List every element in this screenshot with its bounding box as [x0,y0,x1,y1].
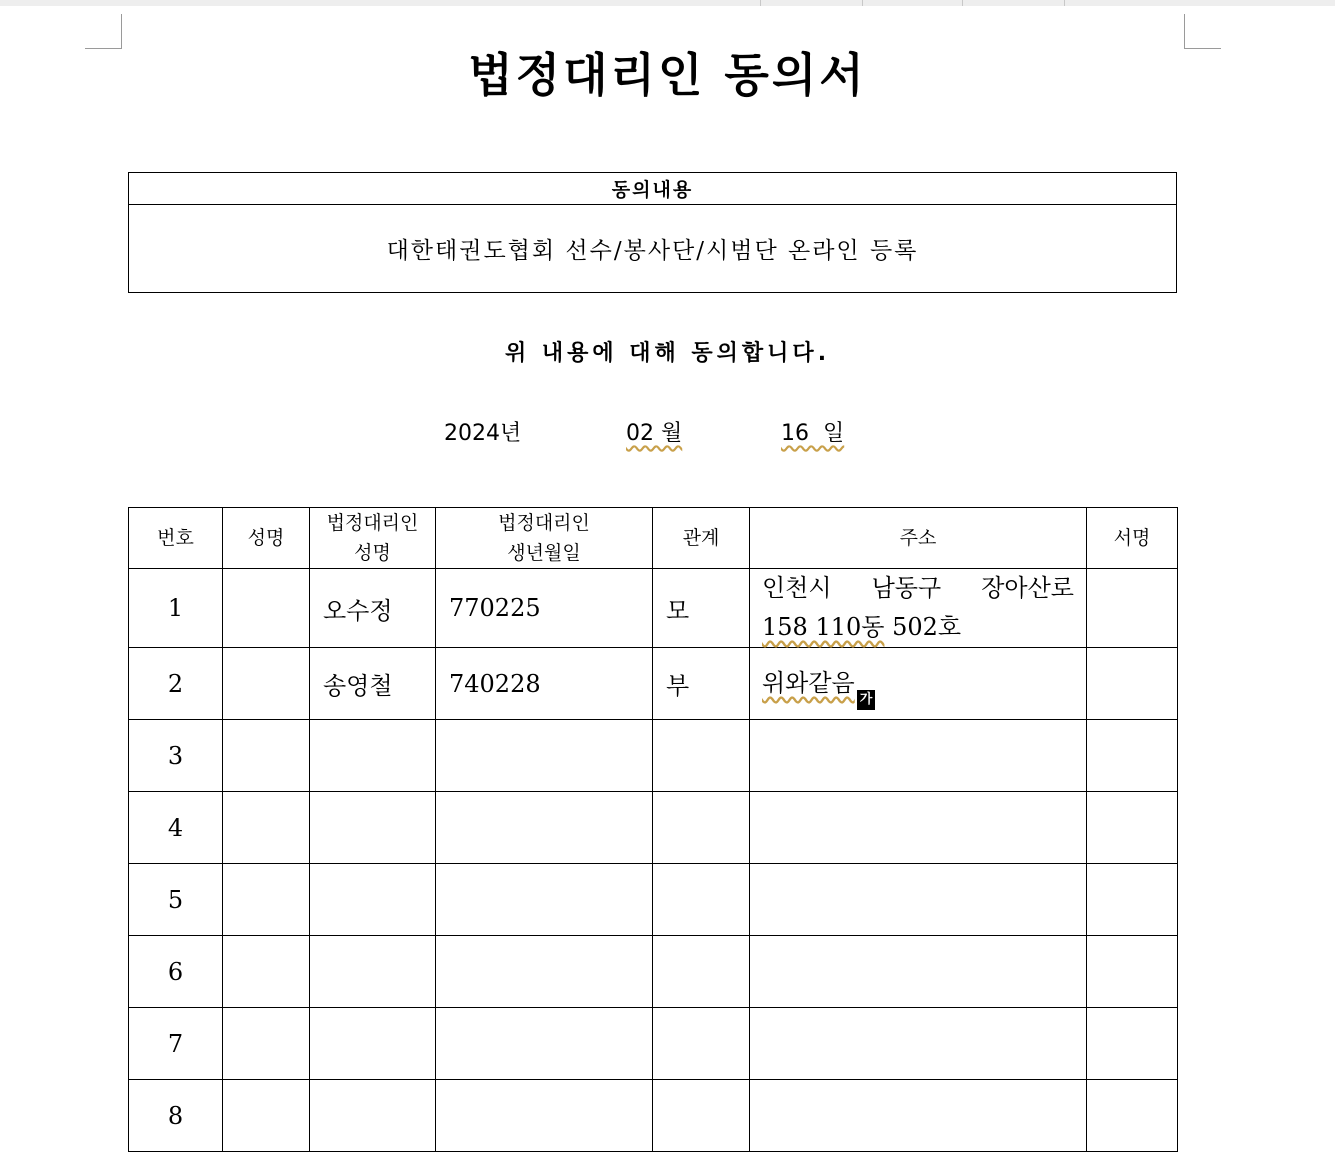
cell-address[interactable] [750,1008,1087,1080]
header-guardian-birth-line1: 법정대리인 [498,512,590,534]
address-text: 위와같음 [762,669,855,697]
cell-address[interactable] [750,1080,1087,1152]
date-year[interactable]: 2024년 [444,421,522,446]
cell-guardian-birth[interactable] [436,1008,653,1080]
table-row [129,864,1178,936]
cell-relation[interactable]: 부 [653,648,750,720]
table-row [129,1080,1178,1152]
cell-relation[interactable] [653,792,750,864]
header-guardian-birth[interactable] [436,508,653,569]
consent-header[interactable]: 동의내용 [129,173,1177,205]
table-row [129,936,1178,1008]
consent-body[interactable]: 대한태권도협회 선수/봉사단/시범단 온라인 등록 [129,205,1177,293]
cell-address[interactable] [750,864,1087,936]
cell-signature[interactable] [1087,569,1178,648]
cell-no[interactable]: 7 [129,1008,223,1080]
consent-box [128,172,1177,293]
cell-signature[interactable] [1087,1008,1178,1080]
cell-guardian-birth[interactable] [436,864,653,936]
address-line-2 [762,608,1074,647]
header-relation[interactable]: 관계 [653,508,750,569]
table-row [129,1008,1178,1080]
table-row [129,648,1178,720]
ruler-bar [0,0,1335,6]
address-district: 남동구 [871,574,942,602]
cell-name[interactable] [223,720,310,792]
cell-relation[interactable] [653,936,750,1008]
cell-name[interactable] [223,864,310,936]
cell-address[interactable] [750,792,1087,864]
table-row [129,720,1178,792]
cell-signature[interactable] [1087,936,1178,1008]
header-name[interactable]: 성명 [223,508,310,569]
table-header-row [129,508,1178,569]
address-line-1 [762,569,1074,608]
cell-relation[interactable] [653,1080,750,1152]
cell-signature[interactable] [1087,720,1178,792]
cell-guardian-name[interactable]: 오수정 [310,569,436,648]
agree-statement[interactable]: 위 내용에 대해 동의합니다. [504,341,831,366]
cell-guardian-birth[interactable] [436,1080,653,1152]
address-road: 장아산로 [981,574,1074,602]
cell-guardian-name[interactable]: 송영철 [310,648,436,720]
cell-guardian-birth[interactable]: 740228 [436,648,653,720]
header-guardian-name[interactable] [310,508,436,569]
ruler-tick [1064,0,1065,6]
cell-guardian-name[interactable] [310,864,436,936]
cell-signature[interactable] [1087,792,1178,864]
cell-no[interactable]: 8 [129,1080,223,1152]
date-month[interactable]: 02 월 [626,421,683,446]
cell-signature[interactable] [1087,864,1178,936]
ime-indicator-badge: 가 [857,690,876,710]
cell-relation[interactable] [653,864,750,936]
table-row [129,569,1178,648]
guardian-table [128,507,1178,1152]
header-guardian-name-line2: 성명 [354,542,391,564]
cell-no[interactable]: 5 [129,864,223,936]
cell-no[interactable]: 2 [129,648,223,720]
cell-no[interactable]: 6 [129,936,223,1008]
date-day[interactable]: 16 일 [781,421,845,446]
cell-address[interactable] [750,720,1087,792]
ruler-tick [760,0,761,6]
header-signature[interactable]: 서명 [1087,508,1178,569]
header-no[interactable]: 번호 [129,508,223,569]
address-city: 인천시 [762,574,832,602]
document-title[interactable]: 법정대리인 동의서 [468,48,867,102]
ruler-tick [862,0,863,6]
cell-address[interactable] [750,936,1087,1008]
cell-guardian-name[interactable] [310,936,436,1008]
address-building: 158 110동 [762,613,885,641]
cell-relation[interactable]: 모 [653,569,750,648]
cell-signature[interactable] [1087,648,1178,720]
cell-name[interactable] [223,1008,310,1080]
cell-name[interactable] [223,936,310,1008]
header-guardian-name-line1: 법정대리인 [326,512,419,534]
cell-guardian-birth[interactable] [436,936,653,1008]
header-guardian-birth-line2: 생년월일 [507,542,581,564]
cell-signature[interactable] [1087,1080,1178,1152]
cell-guardian-birth[interactable] [436,792,653,864]
address-unit: 502호 [884,613,962,641]
cell-name[interactable] [223,648,310,720]
cell-no[interactable]: 1 [129,569,223,648]
header-address[interactable]: 주소 [750,508,1087,569]
cell-guardian-name[interactable] [310,1080,436,1152]
cell-relation[interactable] [653,1008,750,1080]
cell-name[interactable] [223,569,310,648]
cell-guardian-name[interactable] [310,720,436,792]
table-row [129,792,1178,864]
cell-address[interactable] [750,569,1087,648]
cell-relation[interactable] [653,720,750,792]
cell-guardian-name[interactable] [310,792,436,864]
ruler-tick [962,0,963,6]
cell-no[interactable]: 4 [129,792,223,864]
cell-name[interactable] [223,1080,310,1152]
cell-address[interactable] [750,648,1087,720]
cell-name[interactable] [223,792,310,864]
cell-guardian-birth[interactable] [436,720,653,792]
cell-guardian-birth[interactable]: 770225 [436,569,653,648]
cell-guardian-name[interactable] [310,1008,436,1080]
cell-no[interactable]: 3 [129,720,223,792]
